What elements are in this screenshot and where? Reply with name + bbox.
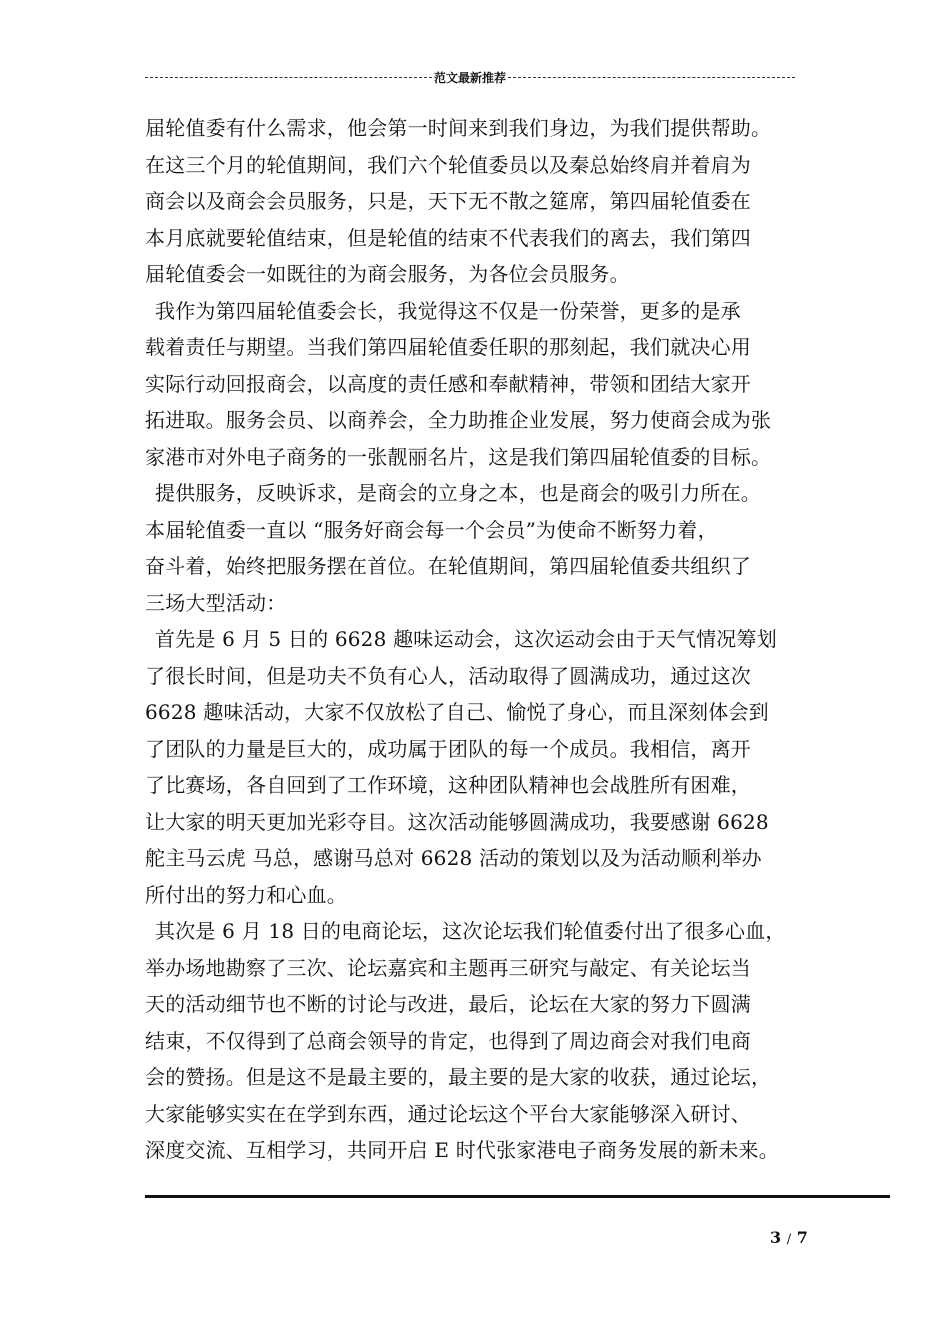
text-line: 家港市对外电子商务的一张靓丽名片，这是我们第四届轮值委的目标。 (145, 444, 772, 469)
text-line: 拓进取。服务会员、以商养会，全力助推企业发展，努力使商会成为张 (145, 408, 772, 432)
page-current: 3 (770, 1228, 782, 1247)
text-line: 实际行动回报商会，以高度的责任感和奉献精神，带领和团结大家开 (145, 371, 751, 396)
text-line: 了比赛场，各自回到了工作环境，这种团队精神也会战胜所有困难， (145, 773, 751, 797)
paragraph-start-line: 首先是 6 月 5 日的 6628 趣味运动会，这次运动会由于天气情况筹划 (155, 627, 777, 651)
header-dashes-right (508, 77, 795, 78)
text-line: 举办场地勘察了三次、论坛嘉宾和主题再三研究与敲定、有关论坛当 (145, 955, 751, 980)
header-dashes-left (145, 77, 432, 78)
text-line: 奋斗着，始终把服务摆在首位。在轮值期间，第四届轮值委共组织了 (145, 554, 751, 578)
document-body (145, 110, 810, 1169)
text-line: 舵主马云虎 马总，感谢马总对 6628 活动的策划以及为活动顺利举办 (145, 846, 762, 870)
text-line: 届轮值委有什么需求，他会第一时间来到我们身边，为我们提供帮助。 (145, 116, 772, 140)
text-line: 会的赞扬。但是这不是最主要的，最主要的是大家的收获，通过论坛， (145, 1065, 772, 1089)
paragraph-start-line: 我作为第四届轮值委会长，我觉得这不仅是一份荣誉，更多的是承 (155, 298, 741, 323)
header-title: 范文最新推荐 (434, 70, 507, 85)
text-line: 本届轮值委一直以 “服务好商会每一个会员”为使命不断努力着， (145, 517, 718, 542)
text-line: 了团队的力量是巨大的，成功属于团队的每一个成员。我相信，离开 (145, 736, 751, 761)
text-line: 让大家的明天更加光彩夺目。这次活动能够圆满成功，我要感谢 6628 (145, 809, 769, 834)
page-number (770, 1228, 808, 1247)
paragraph-start-line: 其次是 6 月 18 日的电商论坛，这次论坛我们轮值委付出了很多心血， (155, 919, 786, 943)
paragraph-start-line: 提供服务，反映诉求，是商会的立身之本，也是商会的吸引力所在。 (155, 481, 761, 505)
footer-rule (145, 1195, 890, 1198)
text-line: 三场大型活动： (145, 590, 287, 615)
text-line: 载着责任与期望。当我们第四届轮值委任职的那刻起，我们就决心用 (145, 335, 751, 359)
page-total: 7 (796, 1228, 808, 1247)
text-line: 本月底就要轮值结束，但是轮值的结束不代表我们的离去，我们第四 (145, 225, 751, 250)
text-line: 天的活动细节也不断的讨论与改进，最后，论坛在大家的努力下圆满 (145, 992, 751, 1016)
text-line: 届轮值委会一如既往的为商会服务，为各位会员服务。 (145, 262, 630, 286)
text-line: 在这三个月的轮值期间，我们六个轮值委员以及秦总始终肩并着肩为 (145, 152, 751, 177)
text-line: 商会以及商会会员服务，只是，天下无不散之筵席，第四届轮值委在 (145, 189, 751, 213)
text-line: 6628 趣味活动，大家不仅放松了自己、愉悦了身心，而且深刻体会到 (145, 700, 769, 724)
page-separator: / (786, 1232, 792, 1247)
text-line: 所付出的努力和心血。 (145, 882, 347, 907)
text-line: 深度交流、互相学习，共同开启 E 时代张家港电子商务发展的新未来。 (145, 1138, 779, 1162)
text-line: 结束，不仅得到了总商会领导的肯定，也得到了周边商会对我们电商 (145, 1028, 751, 1053)
text-line: 了很长时间，但是功夫不负有心人，活动取得了圆满成功，通过这次 (145, 663, 751, 688)
text-line: 大家能够实实在在学到东西，通过论坛这个平台大家能够深入研讨、 (145, 1101, 751, 1126)
page-header (145, 66, 795, 88)
